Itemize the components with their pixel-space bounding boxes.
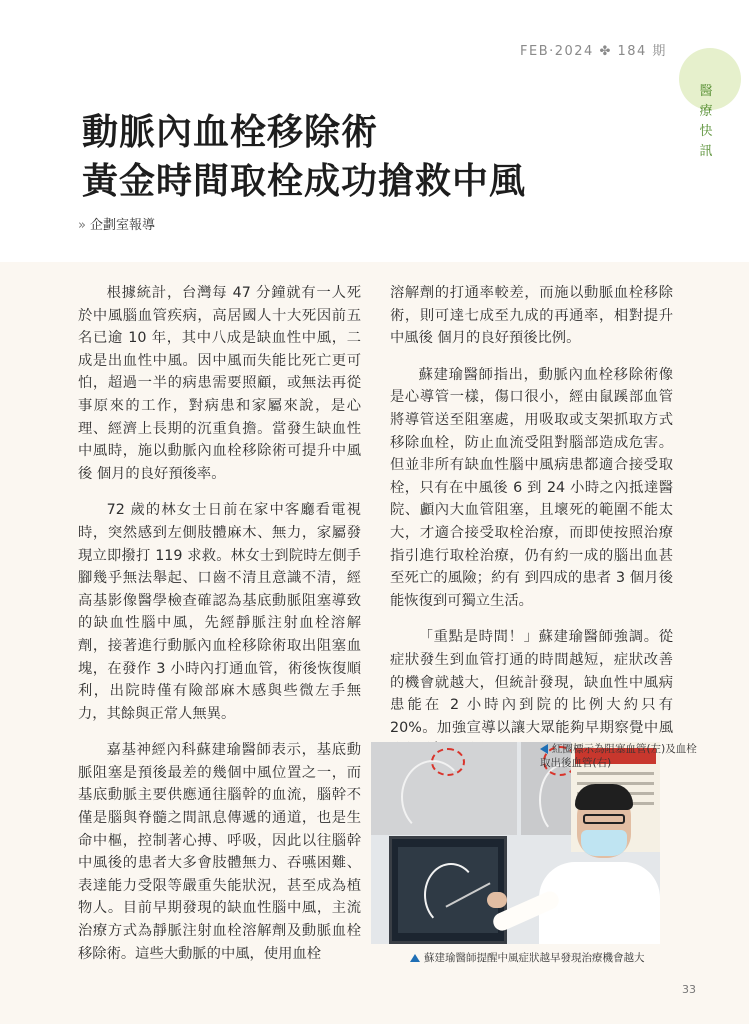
title-line-2: 黃金時間取栓成功搶救中風 [82,160,527,202]
doctor-hand [487,892,507,908]
title-line-1: 動脈內血栓移除術 [82,111,379,153]
doctor-mask [581,830,627,856]
column-right [390,282,673,776]
caption-bottom-text: 蘇建瑜醫師提醒中風症狀越早發現治療機會越大 [424,952,645,964]
monitor [389,836,507,944]
paragraph: 嘉基神經內科蘇建瑜醫師表示，基底動脈阻塞是預後最差的幾個中風位置之一，而基底動脈主要供應通往腦幹的血流，腦幹不僅是腦與脊髓之間訊息傳遞的通道，也是生命中樞，控制著心搏、呼吸，因此以往腦幹中風後的患者大多會肢體無力、吞嚥困難、表達能力受限等嚴重失能狀況，甚至成為植物人。目前早期發現的缺血性腦中風，主流治療方式為靜脈注射血栓溶解劑及動脈血栓移除術。這些大動脈的中風，使用血栓 [78,742,361,962]
poster-line [577,772,654,775]
byline-mark: » [78,218,86,233]
byline [78,214,155,233]
angiogram-before [371,742,517,835]
section-char: 快 [699,124,713,139]
section-char: 訊 [699,144,713,159]
caption-bottom [410,950,700,965]
paragraph: 72 歲的林女士日前在家中客廳看電視時，突然感到左側肢體麻木、無力，家屬發現立即撥打 119 求救。林女士到院時左側手腳幾乎無法舉起、口齒不清且意識不清，經高基影像醫學檢查確認為基底動脈阻塞導致的缺血性腦中風，先經靜脈注射血栓溶解劑，接著進行動脈內血栓移除術取出阻塞血塊，在發作 3 小時內打通血管，術後恢復順利，出院時僅有險部麻木感與些微左手無力，其餘與正常人無異。 [78,502,361,722]
article-photo [371,742,660,944]
caption-arrow-icon [410,954,420,962]
byline-text: 企劃室報導 [89,218,155,233]
page-number: 33 [682,983,696,996]
blockage-circle [431,748,465,776]
doctor-glasses [583,814,625,824]
caption-top [540,742,705,770]
column-left [78,282,361,979]
section-char: 療 [699,104,713,119]
article-title [82,108,526,206]
issue-label: FEB‧2024 ✤ 184 期 [520,44,667,59]
paragraph: 根據統計，台灣每 47 分鐘就有一人死於中風腦血管疾病，高居國人十大死因前五名已逾 10 年，其中八成是缺血性中風，二成是出血性中風。因中風而失能比死亡更可怕，超過一半的病患需要照顧，或無法再從事原來的工作，對病患和家屬來說，是心理、經濟上長期的沉重負擔。當發生缺血性中風時，施以動脈內血栓移除術可提升中風後 個月的良好預後率。 [78,285,361,482]
section-label [698,82,714,162]
paragraph: 蘇建瑜醫師指出，動脈內血栓移除術像是心導管一樣，傷口很小，經由鼠蹊部血管將導管送至阻塞處，用吸取或支架抓取方式移除血栓，防止血流受阻對腦部造成危害。但並非所有缺血性腦中風病患都適合接受取栓，只有在中風後 6 到 24 小時之內抵達醫院、顱內大血管阻塞，且壞死的範圍不能太大，才適合接受取栓治療，而即使按照治療指引進行取栓治療，仍有約一成的腦出血甚至死亡的風險；約有 到四成的患者 3 個月後能恢復到可獨立生活。 [390,366,673,609]
paragraph: 溶解劑的打通率較差，而施以動脈血栓移除術，則可達七成至九成的再通率，相對提升中風後 個月的良好預後比例。 [390,285,673,347]
caption-top-text: 紅圈標示為阻塞血管(左)及血栓取出後血管(右) [540,743,697,769]
monitor-screen [398,847,498,933]
paragraph: 「重點是時間！」蘇建瑜醫師強調。從症狀發生到血管打通的時間越短，症狀改善的機會就越大，但統計發現，缺血性中風病患能在 2 小時內到院的比例大約只有 20%。加強宣導以讓大眾能夠早期察覺中風 [390,629,673,736]
caption-arrow-icon [540,744,548,754]
section-char: 醫 [699,84,713,99]
doctor-hair [575,784,633,810]
